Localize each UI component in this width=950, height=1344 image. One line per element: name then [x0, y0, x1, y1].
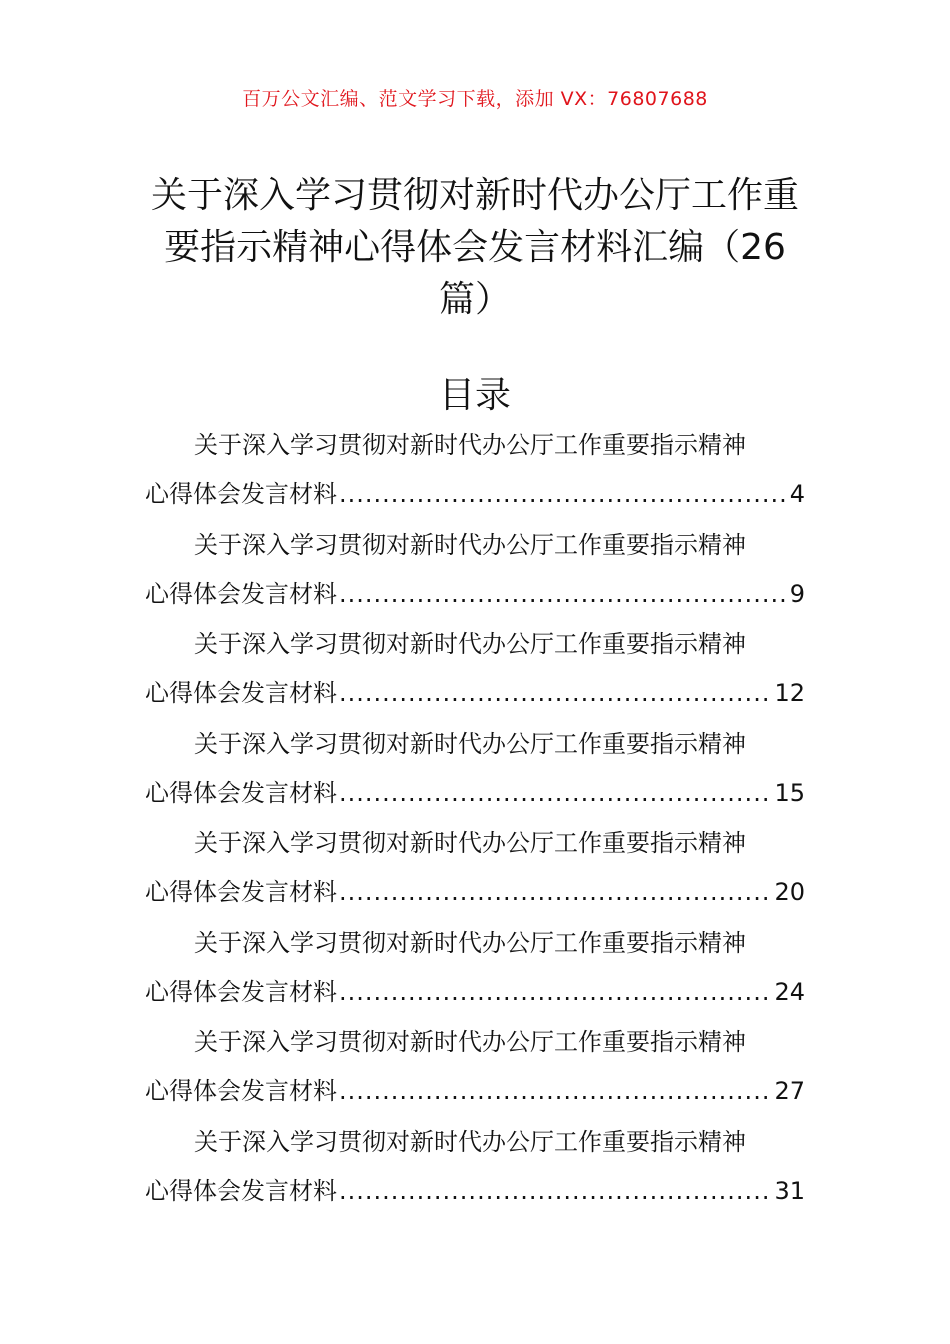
toc-entry-title-cont: 心得体会发言材料	[145, 878, 337, 906]
toc-entry-title: 关于深入学习贯彻对新时代办公厅工作重要指示精神	[194, 630, 746, 658]
toc-dot-leader	[339, 968, 772, 1018]
toc-dot-leader	[339, 868, 772, 918]
header-note: 百万公文汇编、范文学习下载，添加 VX：76807688	[242, 88, 708, 110]
toc-dot-leader	[339, 570, 788, 620]
toc-entry[interactable]	[145, 420, 805, 520]
toc-page-number: 31	[774, 1176, 805, 1205]
toc-dot-leader	[339, 470, 788, 520]
table-of-contents	[145, 420, 805, 1216]
toc-entry[interactable]	[145, 1117, 805, 1217]
toc-entry-title: 关于深入学习贯彻对新时代办公厅工作重要指示精神	[194, 431, 746, 459]
toc-entry-title-cont: 心得体会发言材料	[145, 1176, 337, 1205]
toc-entry-title-cont: 心得体会发言材料	[145, 1077, 337, 1105]
toc-page-number: 9	[789, 579, 805, 608]
toc-entry-title-cont: 心得体会发言材料	[145, 679, 337, 707]
toc-entry-title-cont: 心得体会发言材料	[145, 579, 337, 608]
toc-entry-title: 关于深入学习贯彻对新时代办公厅工作重要指示精神	[194, 530, 746, 559]
toc-entry[interactable]	[145, 818, 805, 918]
toc-page-number: 15	[774, 778, 805, 807]
toc-entry[interactable]	[145, 520, 805, 620]
toc-entry[interactable]	[145, 1017, 805, 1117]
toc-page-number: 12	[774, 679, 805, 707]
toc-entry-title: 关于深入学习贯彻对新时代办公厅工作重要指示精神	[194, 928, 746, 957]
toc-page-number: 27	[774, 1077, 805, 1105]
toc-entry-title: 关于深入学习贯彻对新时代办公厅工作重要指示精神	[194, 1028, 746, 1056]
toc-entry[interactable]	[145, 619, 805, 719]
toc-entry[interactable]	[145, 719, 805, 819]
toc-dot-leader	[339, 769, 772, 819]
toc-entry-title-cont: 心得体会发言材料	[145, 480, 337, 508]
toc-dot-leader	[339, 1067, 772, 1117]
toc-page-number: 4	[789, 480, 805, 508]
toc-dot-leader	[339, 669, 772, 719]
toc-page-number: 24	[774, 977, 805, 1006]
toc-page-number: 20	[774, 878, 805, 906]
toc-entry-title-cont: 心得体会发言材料	[145, 977, 337, 1006]
toc-heading: 目录	[438, 375, 511, 416]
toc-dot-leader	[339, 1167, 772, 1217]
toc-entry-title: 关于深入学习贯彻对新时代办公厅工作重要指示精神	[194, 729, 746, 758]
toc-entry-title: 关于深入学习贯彻对新时代办公厅工作重要指示精神	[194, 829, 746, 857]
toc-entry[interactable]	[145, 918, 805, 1018]
toc-entry-title: 关于深入学习贯彻对新时代办公厅工作重要指示精神	[194, 1127, 746, 1156]
document-title: 关于深入学习贯彻对新时代办公厅工作重要指示精神心得体会发言材料汇编（26篇）	[150, 175, 799, 320]
toc-entry-title-cont: 心得体会发言材料	[145, 778, 337, 807]
